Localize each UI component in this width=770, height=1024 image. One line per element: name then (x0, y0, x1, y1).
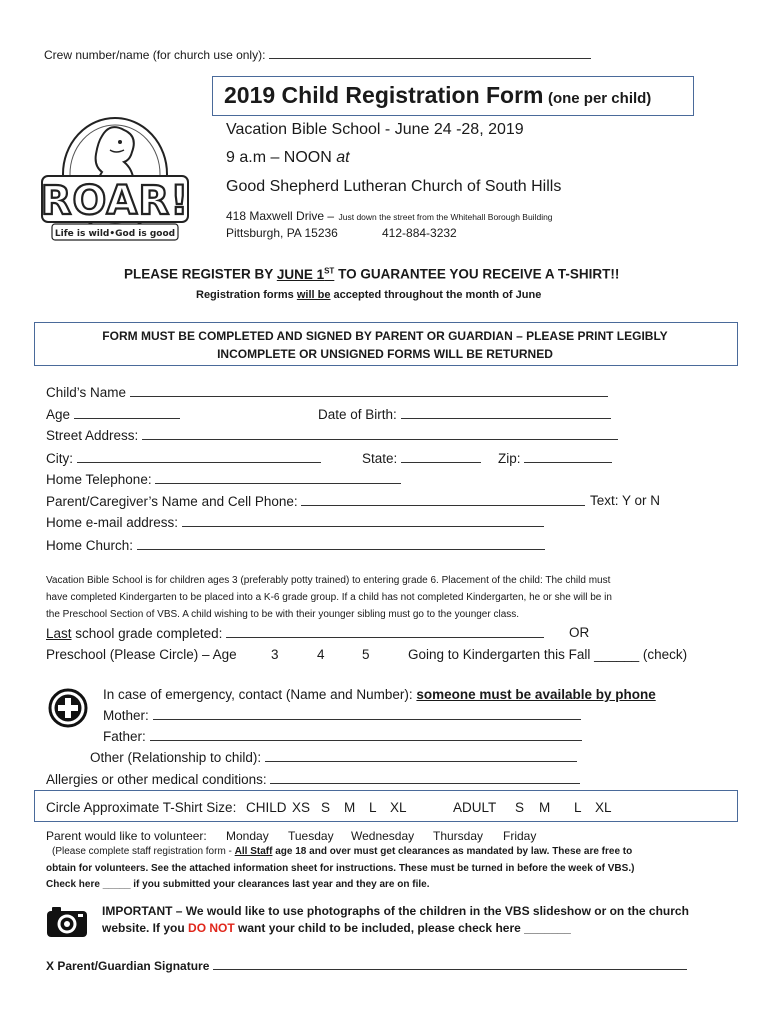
volunteer-label: Parent would like to volunteer: (46, 829, 207, 843)
event-phone: 412-884-3232 (382, 226, 457, 240)
tshirt-child-xl[interactable]: XL (390, 800, 407, 815)
crew-input-line[interactable] (269, 46, 591, 59)
kindergarten-check[interactable]: Going to Kindergarten this Fall ______ (check) (408, 647, 688, 662)
text-y-or-n[interactable]: Text: Y or N (590, 493, 661, 508)
medical-cross-icon (48, 688, 88, 728)
event-line-2: 9 a.m – NOON at (226, 149, 350, 166)
grade-or: OR (569, 625, 590, 640)
volunteer-note-1: (Please complete staff registration form - All Staff age 18 and over must get clearances as mandated by law. These are free to (52, 846, 633, 857)
city-field[interactable]: City: (46, 450, 321, 466)
tshirt-adult-s[interactable]: S (515, 800, 525, 815)
volunteer-note-2: obtain for volunteers. See the attached information sheet for instructions. These must be turned in before the week of VBS.) (46, 863, 635, 874)
zip-field[interactable]: Zip: (498, 450, 612, 466)
father-field[interactable]: Father: (103, 728, 582, 744)
event-line-1: Vacation Bible School - June 24 -28, 2019 (226, 121, 524, 138)
notice-line-2: INCOMPLETE OR UNSIGNED FORMS WILL BE RETURNED (217, 347, 553, 361)
state-field[interactable]: State: (362, 450, 481, 466)
home-phone-field[interactable]: Home Telephone: (46, 471, 401, 487)
tshirt-adult-m[interactable]: M (539, 800, 551, 815)
camera-icon (46, 904, 88, 938)
last-grade-field[interactable]: Last school grade completed: (46, 625, 544, 641)
mother-field[interactable]: Mother: (103, 707, 581, 723)
emergency-label: In case of emergency, contact (Name and Number): someone must be available by phone (103, 687, 656, 702)
volunteer-wednesday[interactable]: Wednesday (351, 829, 415, 843)
event-address: 418 Maxwell Drive – Just down the street from the Whitehall Borough Building (226, 209, 553, 223)
event-location: Good Shepherd Lutheran Church of South Hills (226, 178, 562, 195)
parent-field[interactable]: Parent/Caregiver’s Name and Cell Phone: (46, 493, 585, 509)
dob-field[interactable]: Date of Birth: (318, 406, 611, 422)
tshirt-label: Circle Approximate T-Shirt Size: (46, 800, 237, 815)
tshirt-adult-xl[interactable]: XL (595, 800, 612, 815)
event-city: Pittsburgh, PA 15236 (226, 226, 338, 240)
photo-notice-line-2[interactable]: website. If you DO NOT want your child to be included, please check here _______ (102, 921, 571, 935)
age-info-line-3: the Preschool Section of VBS. A child wishing to be with their younger sibling must go to the younger class. (46, 609, 520, 620)
preschool-age-3[interactable]: 3 (271, 647, 279, 662)
home-church-field[interactable]: Home Church: (46, 537, 545, 553)
other-contact-field[interactable]: Other (Relationship to child): (90, 749, 577, 765)
child-name-field[interactable]: Child’s Name (46, 384, 608, 400)
volunteer-thursday[interactable]: Thursday (433, 829, 484, 843)
tshirt-child-xs[interactable]: XS (292, 800, 311, 815)
tshirt-child-label: CHILD (246, 800, 287, 815)
crew-label: Crew number/name (for church use only): (44, 48, 266, 62)
page-title: 2019 Child Registration Form (one per child) (224, 82, 652, 108)
tshirt-child-s[interactable]: S (321, 800, 331, 815)
logo-word: ROAR! (40, 178, 190, 224)
register-subheading: Registration forms will be accepted throughout the month of June (196, 289, 542, 301)
volunteer-tuesday[interactable]: Tuesday (288, 829, 334, 843)
notice-line-1: FORM MUST BE COMPLETED AND SIGNED BY PARENT OR GUARDIAN – PLEASE PRINT LEGIBLY (102, 329, 668, 343)
street-field[interactable]: Street Address: (46, 427, 618, 443)
email-field[interactable]: Home e-mail address: (46, 514, 544, 530)
age-info-line-1: Vacation Bible School is for children ages 3 (preferably potty trained) to entering grade 6. Placement of the child: The child must (46, 575, 611, 586)
tshirt-child-m[interactable]: M (344, 800, 356, 815)
volunteer-monday[interactable]: Monday (226, 829, 269, 843)
signature-field[interactable]: X Parent/Guardian Signature (46, 957, 687, 973)
preschool-age-4[interactable]: 4 (317, 647, 325, 662)
tshirt-adult-l[interactable]: L (574, 800, 582, 815)
clearances-check[interactable]: Check here _____ if you submitted your clearances last year and they are on file. (46, 879, 430, 890)
age-field[interactable]: Age (46, 406, 180, 422)
age-info-line-2: have completed Kindergarten to be placed into a K-6 grade group. If a child has not completed Kindergarten, he or she will be in (46, 592, 612, 603)
tshirt-child-l[interactable]: L (369, 800, 377, 815)
crew-field[interactable] (44, 46, 591, 62)
tshirt-adult-label: ADULT (453, 800, 497, 815)
preschool-age-5[interactable]: 5 (362, 647, 370, 662)
roar-logo (40, 110, 190, 250)
logo-tagline: Life is wild•God is good (54, 229, 176, 239)
allergies-field[interactable]: Allergies or other medical conditions: (46, 771, 580, 787)
register-heading: PLEASE REGISTER BY JUNE 1ST TO GUARANTEE YOU RECEIVE A T-SHIRT!! (124, 266, 620, 282)
preschool-label: Preschool (Please Circle) – Age (46, 647, 237, 662)
volunteer-friday[interactable]: Friday (503, 829, 537, 843)
photo-notice-line-1: IMPORTANT – We would like to use photographs of the children in the VBS slideshow or on the church (102, 904, 689, 918)
